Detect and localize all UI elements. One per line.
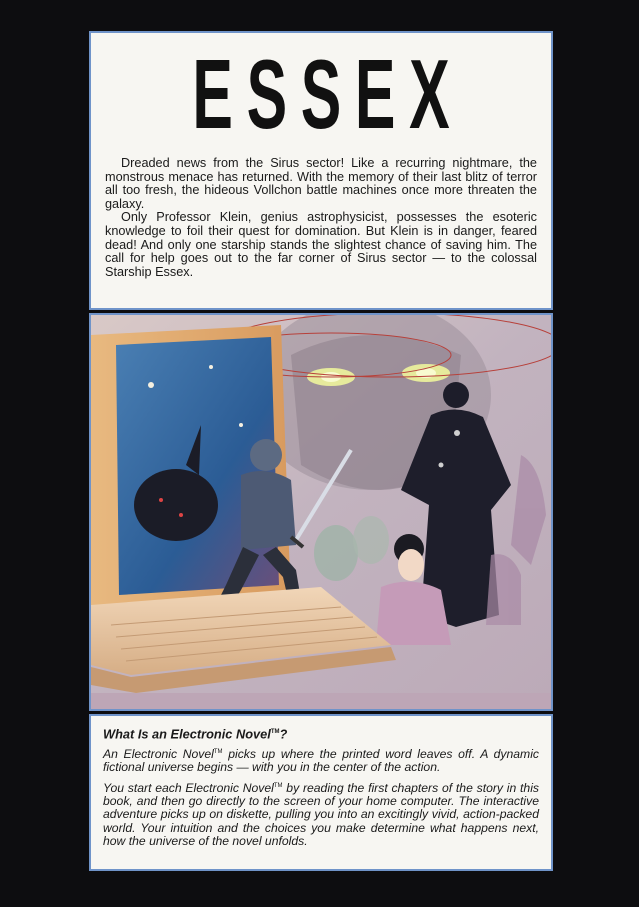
intro-paragraph-1: Dreaded news from the Sirus sector! Like a recurring nightmare, the monstrous menace has returned. With the memory of their last blitz of terror all too fresh, the hideous Vollchon battle machines once more threaten the galaxy. [105,156,537,211]
description-panel [89,714,553,871]
cover-illustration [89,313,553,711]
book-title: ESSEX [192,39,464,149]
section-paragraph-2: You start each Electronic Novel™ by reading the first chapters of the story in this book, and then go directly to the screen of your home computer. The interactive adventure picks up on diskette, pulling you into an excitingly vivid, action-packed world. Your intuition and the choices you make determine what happens next, how the universe of the novel unfolds. [103,780,539,849]
floor-shade [91,693,551,709]
intro-paragraph-2: Only Professor Klein, genius astrophysicist, possesses the esoteric knowledge to foil their quest for domination. But Klein is in danger, feared dead! And only one starship stands the slightest chance of saving him. The call for help goes out to the far corner of Sirus sector — to the colossal Starship Essex. [105,210,537,279]
section-paragraph-1: An Electronic Novel™ picks up where the printed word leaves off. A dynamic fictional universe begins — with you in the center of the action. [103,746,539,775]
intro-panel [89,31,553,310]
section-heading: What Is an Electronic Novel™? [103,726,288,742]
intro-text [91,143,551,279]
